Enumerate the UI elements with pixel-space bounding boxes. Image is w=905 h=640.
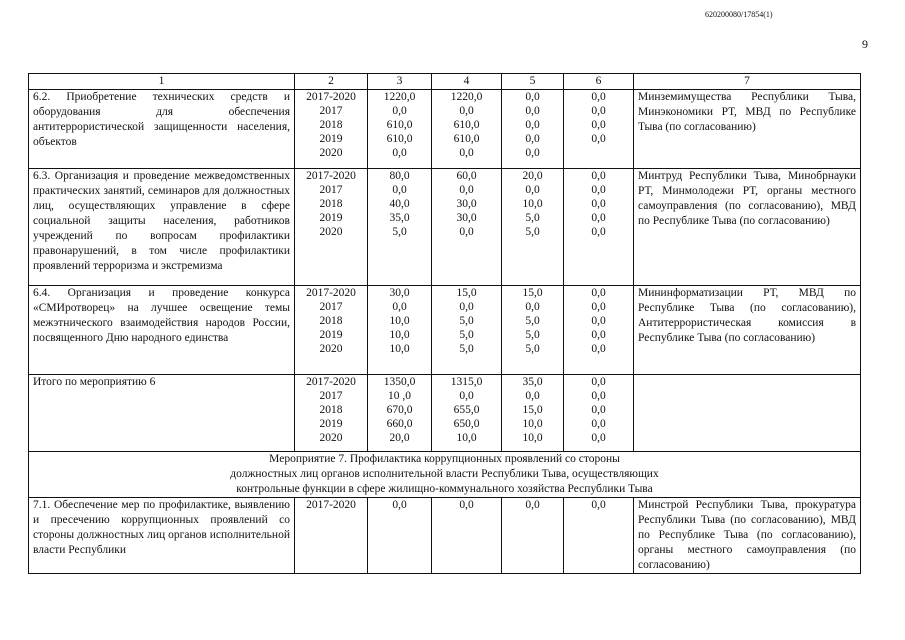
value-cell-col3: 80,0 0,0 40,0 35,0 5,0: [368, 169, 432, 286]
value-cell-col5: 35,0 0,0 15,0 10,0 10,0: [502, 375, 564, 452]
page-number: 9: [862, 37, 868, 51]
value-cell-col6: 0,0 0,0 0,0 0,0 0,0: [564, 169, 634, 286]
section-7-line-1: Мероприятие 7. Профилактика коррупционных проявлений со стороны: [269, 453, 620, 465]
value-cell-col4: 1220,0 0,0 610,0 610,0 0,0: [432, 90, 502, 169]
header-row: [29, 74, 861, 90]
header-cell: 7: [634, 74, 861, 90]
value-cell-col3: 0,0: [368, 498, 432, 574]
value-cell-col6: 0,0: [564, 498, 634, 574]
value-cell-col3: 1350,0 10 ,0 670,0 660,0 20,0: [368, 375, 432, 452]
value-cell-col3: 1220,0 0,0 610,0 610,0 0,0: [368, 90, 432, 169]
value-cell-col3: 30,0 0,0 10,0 10,0 10,0: [368, 286, 432, 375]
value-cell-col5: 0,0: [502, 498, 564, 574]
value-cell-col5: 0,0 0,0 0,0 0,0 0,0: [502, 90, 564, 169]
value-cell-col4: 1315,0 0,0 655,0 650,0 10,0: [432, 375, 502, 452]
activity-name: 6.3. Организация и проведение межведомственных практических занятий, семинаров для должностных лиц, осуществляющих управление в сфере социальной защиты населения, работников учреждений по вопросам профилактики правонарушений, в том числе профилактики проявлений терроризма и экстремизма: [29, 169, 295, 286]
table-row: [29, 90, 861, 169]
section-heading-row: [29, 452, 861, 498]
executors-cell: Минземимущества Республики Тыва, Минэкономики РТ, МВД по Республике Тыва (по согласованию): [634, 90, 861, 169]
executors-cell: Мининформатизации РТ, МВД по Республике Тыва (по согласованию), Антитеррористическая комиссия в Республике Тыва (по согласованию): [634, 286, 861, 375]
document-id: 620200080/17854(1): [705, 10, 773, 19]
value-cell-col5: 20,0 0,0 10,0 5,0 5,0: [502, 169, 564, 286]
budget-table: [28, 73, 861, 574]
period-cell: 2017-2020 2017 2018 2019 2020: [295, 90, 368, 169]
table-row: [29, 169, 861, 286]
activity-name: 6.4. Организация и проведение конкурса «СМИротворец» на лучшее освещение темы межэтнического взаимодействия народов России, посвященного Дню народного единства: [29, 286, 295, 375]
section-7-heading: [29, 452, 861, 498]
section-7-line-3: контрольные функции в сфере жилищно-коммунального хозяйства Республики Тыва: [236, 483, 653, 495]
value-cell-col4: 15,0 0,0 5,0 5,0 5,0: [432, 286, 502, 375]
value-cell-col4: 0,0: [432, 498, 502, 574]
period-cell: 2017-2020 2017 2018 2019 2020: [295, 286, 368, 375]
table-row: [29, 498, 861, 574]
value-cell-col6: 0,0 0,0 0,0 0,0 0,0: [564, 375, 634, 452]
header-cell: 1: [29, 74, 295, 90]
executors-cell: Минтруд Республики Тыва, Минобрнауки РТ, Минмолодежи РТ, органы местного самоуправления (по согласованию), МВД по Республике Тыва (по согласованию): [634, 169, 861, 286]
activity-name: 6.2. Приобретение технических средств и оборудования для обеспечения антитеррористической защищенности населения, объектов: [29, 90, 295, 169]
period-cell: 2017-2020: [295, 498, 368, 574]
value-cell-col6: 0,0 0,0 0,0 0,0 0,0: [564, 286, 634, 375]
header-cell: 3: [368, 74, 432, 90]
total-row: [29, 375, 861, 452]
header-cell: 4: [432, 74, 502, 90]
section-7-line-2: должностных лиц органов исполнительной власти Республики Тыва, осуществляющих: [230, 468, 659, 480]
total-label: Итого по мероприятию 6: [29, 375, 295, 452]
header-cell: 2: [295, 74, 368, 90]
header-cell: 5: [502, 74, 564, 90]
value-cell-col6: 0,0 0,0 0,0 0,0: [564, 90, 634, 169]
header-cell: 6: [564, 74, 634, 90]
period-cell: 2017-2020 2017 2018 2019 2020: [295, 169, 368, 286]
value-cell-col5: 15,0 0,0 5,0 5,0 5,0: [502, 286, 564, 375]
period-cell: 2017-2020 2017 2018 2019 2020: [295, 375, 368, 452]
activity-name: 7.1. Обеспечение мер по профилактике, выявлению и пресечению коррупционных проявлений со стороны должностных лиц органов исполнительной власти Республики: [29, 498, 295, 574]
executors-cell: Минстрой Республики Тыва, прокуратура Республики Тыва (по согласованию), МВД по Республике Тыва (по согласованию), органы местного самоуправления (по согласованию): [634, 498, 861, 574]
executors-cell: [634, 375, 861, 452]
value-cell-col4: 60,0 0,0 30,0 30,0 0,0: [432, 169, 502, 286]
table-row: [29, 286, 861, 375]
